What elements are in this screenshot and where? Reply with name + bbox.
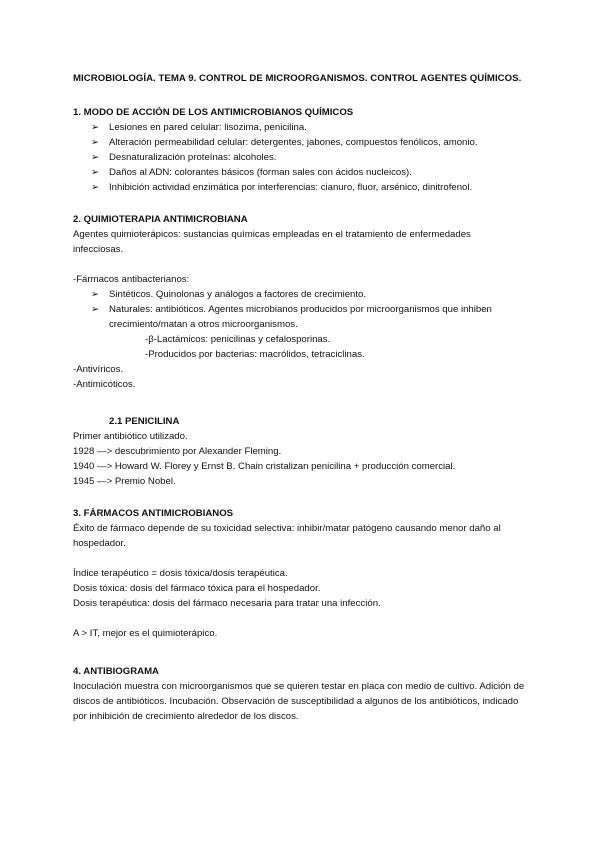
definition-line: Índice terapéutico = dosis tóxica/dosis terapéutica. (73, 568, 288, 579)
antibacterial-label: -Fármacos antibacterianos: (73, 274, 190, 285)
arrow-bullet-icon: ➢ (91, 182, 100, 193)
section-2-1 (73, 414, 533, 489)
sub-list-item: -β-Lactámicos: penicilinas y cefalosporinas. (145, 334, 331, 345)
section-4-text: Inoculación muestra con microorganismos que se quieren testar en placa con medio de cultivo. Adición de discos de antibióticos. Incubación. Observación de susceptibilidad a algunos de los antibióticos, indicado por inhibición de crecimiento alrededor de los discos. (73, 681, 525, 722)
arrow-bullet-icon: ➢ (91, 304, 100, 315)
document-title: MICROBIOLOGÍA. TEMA 9. CONTROL DE MICROORGANISMOS. CONTROL AGENTES QUÍMICOS. (73, 73, 522, 84)
antifungal-label: -Antimicóticos. (73, 379, 136, 390)
list-item: ➢ Naturales: antibióticos. Agentes microbianos producidos por microorganismos que inhiben crecimiento/matan a otros microorganismos. (91, 304, 492, 330)
list-item: ➢ Sintéticos. Quinolonas y análogos a factores de crecimiento. (91, 289, 367, 300)
section-2-heading: 2. QUIMIOTERAPIA ANTIMICROBIANA (73, 214, 248, 225)
penicillin-line: 1928 —> descubrimiento por Alexander Fleming. (73, 446, 282, 457)
sub-list-item: -Producidos por bacterias: macrólidos, tetraciclinas. (145, 349, 365, 360)
section-3 (73, 506, 533, 641)
section-4-heading: 4. ANTIBIOGRAMA (73, 666, 159, 677)
section-2 (73, 212, 533, 392)
arrow-bullet-icon: ➢ (91, 167, 100, 178)
arrow-bullet-icon: ➢ (91, 289, 100, 300)
conclusion-line: A > IT, mejor es el quimioterápico. (73, 628, 218, 639)
section-4 (73, 664, 533, 724)
arrow-bullet-icon: ➢ (91, 152, 100, 163)
penicillin-line: Primer antibiótico utilizado. (73, 431, 188, 442)
section-1 (73, 105, 533, 195)
arrow-bullet-icon: ➢ (91, 137, 100, 148)
section-3-heading: 3. FÁRMACOS ANTIMICROBIANOS (73, 508, 234, 519)
list-item: ➢ Inhibición actividad enzimática por interferencias: cianuro, fluor, arsénico, dinitrofenol. (91, 182, 473, 193)
list-item: ➢ Lesiones en pared celular: lisozima, penicilina. (91, 122, 307, 133)
section-3-intro: Éxito de fármaco depende de su toxicidad selectiva: inhibir/matar patógeno causando menor daño al hospedador. (73, 523, 501, 549)
penicillin-line: 1940 —> Howard W. Florey y Ernst B. Chain cristalizan penicilina + producción comercial. (73, 461, 456, 472)
definition-line: Dosis tóxica: dosis del fármaco tóxica para el hospedador. (73, 583, 321, 594)
arrow-bullet-icon: ➢ (91, 122, 100, 133)
section-2-1-heading: 2.1 PENICILINA (109, 416, 180, 427)
definition-line: Dosis terapéutica: dosis del fármaco necesaria para tratar una infección. (73, 598, 381, 609)
penicillin-line: 1945 —> Premio Nobel. (73, 476, 176, 487)
section-2-intro: Agentes quimioterápicos: sustancias químicas empleadas en el tratamiento de enfermedades infecciosas. (73, 229, 471, 255)
list-item: ➢ Daños al ADN: colorantes básicos (forman sales con ácidos nucleicos). (91, 167, 412, 178)
list-item: ➢ Desnaturalización proteínas: alcoholes. (91, 152, 277, 163)
antiviral-label: -Antivíricos. (73, 364, 124, 375)
list-item: ➢ Alteración permeabilidad celular: detergentes, jabones, compuestos fenólicos, amonio. (91, 137, 478, 148)
section-1-heading: 1. MODO DE ACCIÓN DE LOS ANTIMICROBIANOS QUÍMICOS (73, 107, 354, 118)
